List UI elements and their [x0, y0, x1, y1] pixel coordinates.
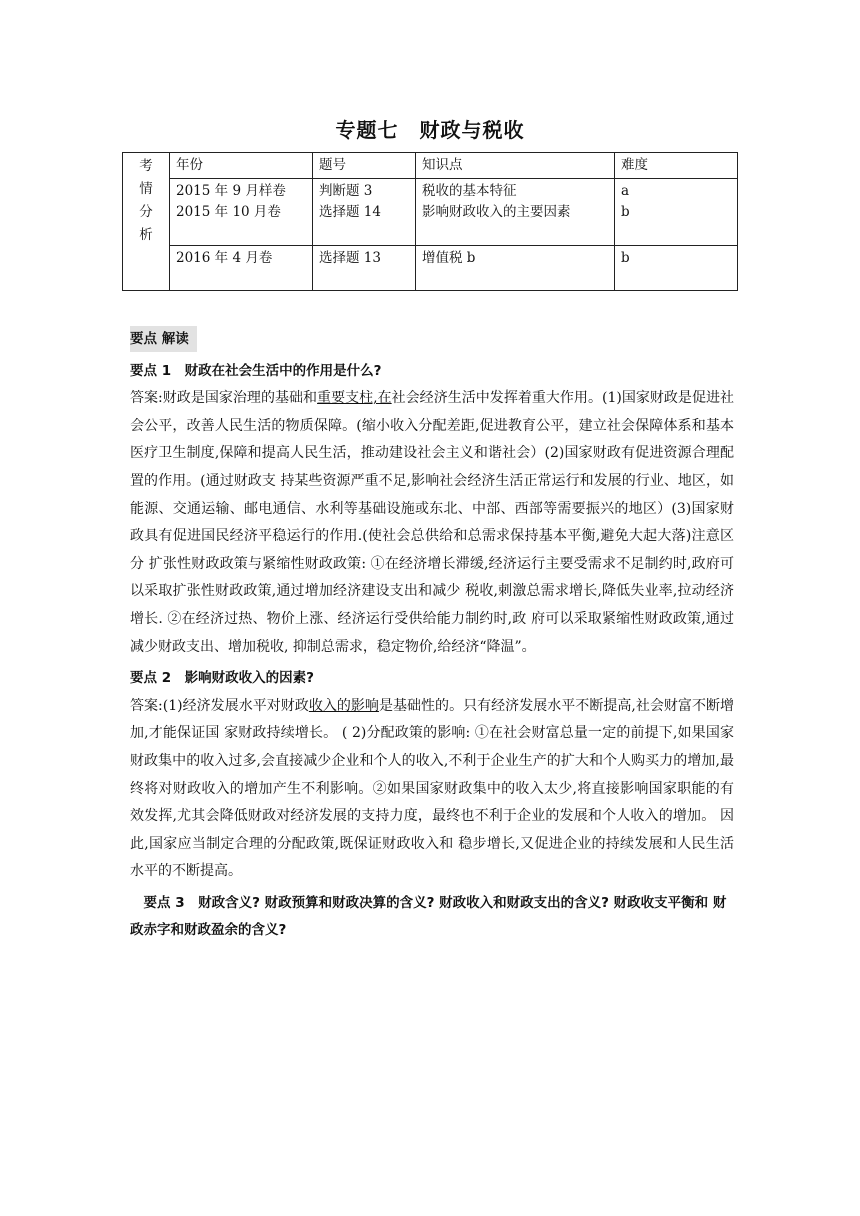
side-label-char: 考 — [139, 158, 153, 174]
header-number: 题号 — [313, 153, 416, 179]
cell-text: 税收的基本特征 — [422, 183, 517, 199]
answer-text: 答案:(1)经济发展水平对财政 — [130, 697, 309, 714]
answer-text: 答案:财政是国家治理的基础和 — [130, 390, 318, 407]
answer-underlined-text: 收入的影响 — [308, 697, 379, 714]
side-label-char: 分 — [139, 204, 153, 220]
point-heading: 要点 1 财政在社会生活中的作用是什么? — [130, 362, 382, 379]
answer-text: 社会经济生活中发挥着重大作用。(1)国家财政是促进社会公平，改善人民生活的物质保障。(缩小收入分配差距,促进教育公平，建立社会保障体系和基本医疗卫生制度,保障和提高人民生活，推动建设社会主义和谐社会）(2)国家财政有促进资源合理配置的作用。(通过财政支 持某些资源严重不足,影响社会经济生活正常运行和发展的行业、地区，如能源、交通运输、邮电通信、水利等基础设施或东北、中部、西部等需要振兴的地区）(3)国家财政具有促进国民经济平稳运行的作用.(使社会总供给和总需求保持基本平衡,避免大起大落)注意区分 扩张性财政政策与紧缩性财政政策: ①在经济增长滞缓,经济运行主要受需求不足制约时,政府可以采取扩张性财政政策,通过增加经济建设支出和减少 税收,刺激总需求增长,降低失业率,拉动经济增长. ②在经济过热、物价上涨、经济运行受供给能力制约时,政 府可以采取紧缩性财政政策,通过减少财政支出、增加税收, 抑制总需求，稳定物价,给经济“降温”。 — [130, 390, 734, 655]
header-year: 年份 — [170, 153, 313, 179]
table-row — [123, 246, 738, 291]
side-label-char: 析 — [139, 227, 153, 243]
number-cell — [313, 179, 416, 246]
section-tag: 要点 解读 — [130, 326, 197, 352]
difficulty-cell — [615, 179, 738, 246]
point-cell: 增值税 b — [416, 246, 615, 291]
answer-text: 是基础性的。只有经济发展水平不断提高,社会财富不断增加,才能保证国 家财政持续增长。 ( 2)分配政策的影响: ①在社会财富总量一定的前提下,如果国家财政集中的收入过多,会直接减少企业和个人的收入,不利于企业生产的扩大和个人购买力的增加,最终将对财政收入的增加产生不利影响。②如果国家财政集中的收入太少,将直接影响国家职能的有效发挥,尤其会降低财政对经济发展的支持力度，最终也不利于企业的发展和个人收入的增加。 因此,国家应当制定合理的分配政策,既保证财政收入和 稳步增长,又促进企业的持续发展和人民生活水平的不断提高。 — [130, 697, 735, 880]
cell-text: a — [621, 183, 630, 199]
year-cell: 2016 年 4 月卷 — [170, 246, 313, 291]
difficulty-cell: b — [615, 246, 738, 291]
header-difficulty: 难度 — [615, 153, 738, 179]
point-heading: 要点 3 财政含义? 财政预算和财政决算的含义? 财政收入和财政支出的含义? 财政收支平衡和 财政赤字和财政盈余的含义? — [130, 894, 727, 939]
page-title: 专题七 财政与税收 — [335, 118, 525, 142]
point-heading: 要点 2 影响财政收入的因素? — [130, 670, 314, 687]
point-answer — [130, 693, 734, 886]
side-label-char: 情 — [139, 181, 153, 197]
point-cell — [416, 179, 615, 246]
exam-analysis-table — [122, 152, 738, 291]
cell-text: 影响财政收入的主要因素 — [422, 204, 571, 220]
number-cell: 选择题 13 — [313, 246, 416, 291]
cell-text: b — [621, 204, 630, 220]
point-answer — [130, 385, 734, 661]
cell-text: 2015 年 10 月卷 — [176, 204, 281, 220]
cell-text: 判断题 3 — [319, 183, 373, 199]
cell-text: 选择题 14 — [319, 204, 381, 220]
answer-underlined-text: 重要支柱,在 — [317, 390, 392, 407]
table-header-row — [123, 153, 738, 179]
content-body — [130, 326, 734, 945]
year-cell — [170, 179, 313, 246]
table-row — [123, 179, 738, 246]
side-label-cell — [123, 153, 170, 291]
cell-text: 2015 年 9 月样卷 — [176, 183, 286, 199]
header-point: 知识点 — [416, 153, 615, 179]
